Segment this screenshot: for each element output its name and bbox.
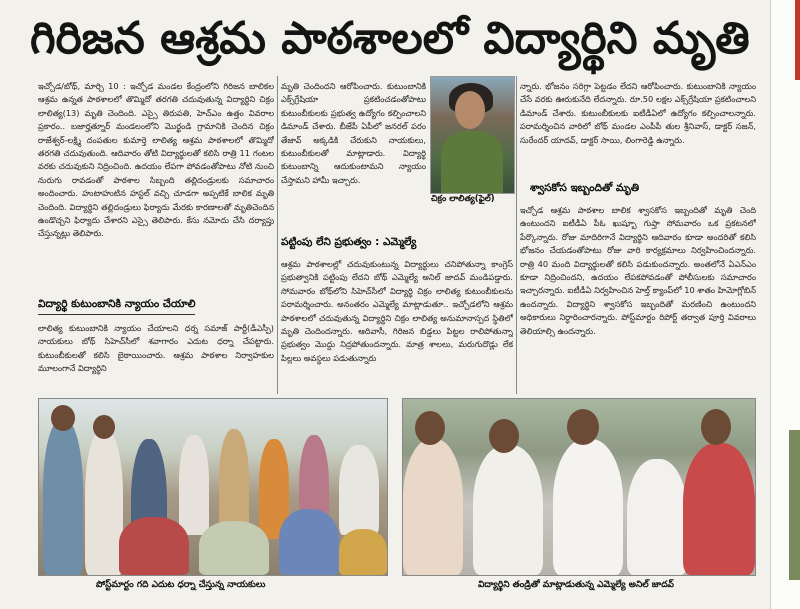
- subheading-justice: విద్యార్థి కుటుంబానికి న్యాయం చేయాలి: [38, 298, 195, 315]
- photo-body-shape: [441, 131, 503, 193]
- photo-face-shape: [455, 91, 485, 129]
- paragraph: మృతి చెందిందని ఆరోపించారు. కుటుంబానికి ఎక్స్‌గ్రేషియా ప్రకటించడంతోపాటు కుటుంబీకులకు ప్రభుత్వ ఉద్యోగం కల్పించాలని డిమాండ్ చేశారు. బీజేపీ ఏపీలో జనరల్ పరం తేజావ్ అక్కడికి చేరుకుని నాయకులు, కుటుంబీకులతో మాట్లాడారు. విద్యార్థి కుటుంబాన్ని ఆదుకుంటామని న్యాయం చేస్తామని హామీ ఇచ్చారు.: [281, 81, 426, 185]
- protest-photo: [38, 398, 388, 576]
- student-photo-caption: చిక్రం లాలిత్య(ఫైల్): [431, 194, 495, 204]
- article-column-2-continued: [281, 258, 513, 390]
- article-column-2: [281, 80, 426, 220]
- headline: గిరిజన ఆశ్రమ పాఠశాలలో విద్యార్థిని మృతి: [30, 13, 750, 64]
- paragraph: ఇచ్చోడ/బోథ్, మార్చి 10 : ఇచ్చోడ మండల కేంద్రంలోని గిరిజన బాలికల ఆశ్రమ ఉన్నత పాఠశాలలో తొమ్మిదో తరగతి చదువుతున్న విద్యార్థిని చిక్రం లాలిత్య(13) మృతి చెందింది. ఎస్సై తిరుపతి, హెచ్ఎం ఉత్తం వివరాల ప్రకారం.. బజార్హత్నూర్ మండలంలోని మొర్ఖండి గ్రామానికి చెందిన చిక్రం రాజేశ్వర్-లక్ష్మి దంపతుల కుమార్తె లాలిత్య ఆశ్రమ పాఠశాలలో తొమ్మిదో తరగతి చదువుతుంది. ఆదివారం తోటి విద్యార్థులతో కలిసి రాత్రి 11 గంటల వరకు చదువుకుని నిద్రించింది. ఉదయం లేపగా పోవడంతోపాటు నోటి నుంచి నురుగు రావడంతో పాఠశాల సిబ్బంది తల్లిదండ్రులకు సమాచారం అందించారు. హుటాహుటిన హస్టల్ వచ్చి చూడగా అప్పటికే బాలిక మృతి చెందింది. విద్యార్థిని తల్లిదండ్రులు ఫిర్యాదు మేరకు కారణాలతో మృతిచెందిన ఉండొచ్చని ఫిర్యాదు చేశారని ఎస్సై తెలిపారు. కేసు నమోదు చేసి దర్యాప్తు చేస్తున్నట్లు తెలిపారు.: [38, 81, 274, 239]
- column-divider: [516, 76, 517, 394]
- paragraph: ఇచ్చోడ ఆశ్రమ పాఠశాల బాలిక శ్వాసకోస ఇబ్బందితో మృతి చెంది ఉంటుందని ఐటీడీఏ పీఓ ఖుష్బూ గుప్తా సోమవారం ఒక ప్రకటనలో పేర్కొన్నారు. రోజు మాదిరిగానే విద్యార్థిని ఆదివారం కూడా అందరితో కలిసి భోజనం చేయడంతోపాటు రోజు వారి కార్యక్రమాలు నిర్వహించిందన్నారు. రాత్రి 40 మంది విద్యార్థులతో కలిసి పడుకుందన్నారు. అంతలోనే ఏఎన్ఎం కూడా నిద్రించిందని, ఉదయం లేపకపోవడంతో పోలీసులకు సమాచారం ఇచ్చారన్నారు. ఐటీడీఏ నిర్వహించిన హెల్త్ క్యాంప్‌లో 10 శాతం హిమోగ్లోబిన్ ఉందన్నారు. విద్యార్థిని శ్వాసకోస ఇబ్బందితో మరణించి ఉంటుందని అధికారులు నిర్ధారించారన్నారు. పోస్ట్‌మార్టం రిపోర్ట్ తర్వాత పూర్తి వివరాలు తెలియాల్సి ఉందన్నారు.: [520, 205, 756, 336]
- article-column-1: [38, 80, 274, 294]
- adjacent-photo-strip: [789, 430, 800, 580]
- column-divider: [277, 76, 278, 394]
- subheading-respiratory: శ్వాసకోస ఇబ్బందితో మృతి: [530, 182, 640, 194]
- paragraph: ఆశ్రమ పాఠశాలల్లో చదువుకుంటున్న విద్యార్థులు చనిపోతున్నా కాంగ్రెస్ ప్రభుత్వానికి పట్టింపు లేదని బోథ్ ఎమ్మెల్యే అనిల్ జాదవ్ మండిపడ్డారు. సోమవారం బోథ్‌లోని సిహెచ్‌సీలో విద్యార్థి చిక్రం లాలిత్య కుటుంబీకులను పరామర్శించారు. అనంతరం ఎమ్మెల్యే మాట్లాడుతూ.. ఇచ్చోడలోని ఆశ్రమ పాఠశాలలో చదువుతున్న విద్యార్థిని చిక్రం లాలిత్య అనుమానాస్పద స్థితిలో మృతి చెందిందన్నారు. ఆదివాసీ, గిరిజన బిడ్డలు పిట్టల రాలిపోతున్నా ప్రభుత్వం మొద్దు నిద్రపోతుందన్నారు. మాత్ర శాలలు, మరుగుదొడ్లు లేక పిల్లలు అవస్థలు పడుతున్నారు: [281, 259, 513, 363]
- article-column-3-continued: [520, 204, 756, 390]
- mla-meeting-photo: [402, 398, 756, 576]
- student-photo: [430, 76, 515, 194]
- article-column-1-continued: [38, 322, 274, 392]
- subheading-mla: పట్టింపు లేని ప్రభుత్వం : ఎమ్మెల్యే: [281, 236, 417, 248]
- adjacent-page-edge: [770, 0, 800, 609]
- article-column-3: [520, 80, 756, 178]
- paragraph: న్నారు. భోజనం సరిగ్గా పెట్టడం లేదని ఆరోపించారు. కుటుంబానికి న్యాయం చేసే వరకు ఊరుకునేది లేదన్నారు. రూ.50 లక్షల ఎక్స్‌గ్రేషియా ప్రకటించాలని డిమాండ్ చేశారు. కుటుంబీకులకు ఐటీడీఏలో ఉద్యోగం కల్పించాలన్నారు. పరామర్శించిన వారిలో బోథ్ మండల ఎంపీపీ తుల శ్రీనివాస్, డాక్టర్ సజన్, సురేందర్ యాదవ్, డాక్టర్ సాయి, లింగారెడ్డి ఉన్నారు.: [520, 81, 756, 145]
- mla-meeting-photo-caption: విద్యార్థిని తండ్రితో మాట్లాడుతున్న ఎమ్మెల్యే అనిల్ జాదవ్: [478, 580, 674, 590]
- red-accent-bar: [795, 0, 800, 80]
- paragraph: లాలిత్య కుటుంబానికి న్యాయం చేయాలని ధర్న సమాజ్ పార్టీ(డీఎస్పీ) నాయకులు బోథ్ సిహెచ్‌సీలో శవాగారం ఎదుట ధర్నా చేపట్టారు. కుటుంబీకులతో కలిసి బైఠాయించారు. ఆశ్రమ పాఠశాల నిర్వాహకుల మూలంగానే విద్యార్థిని: [38, 323, 274, 374]
- protest-photo-caption: పోస్ట్‌మార్టం గది ఎదుట ధర్నా చేస్తున్న నాయకులు: [96, 580, 266, 590]
